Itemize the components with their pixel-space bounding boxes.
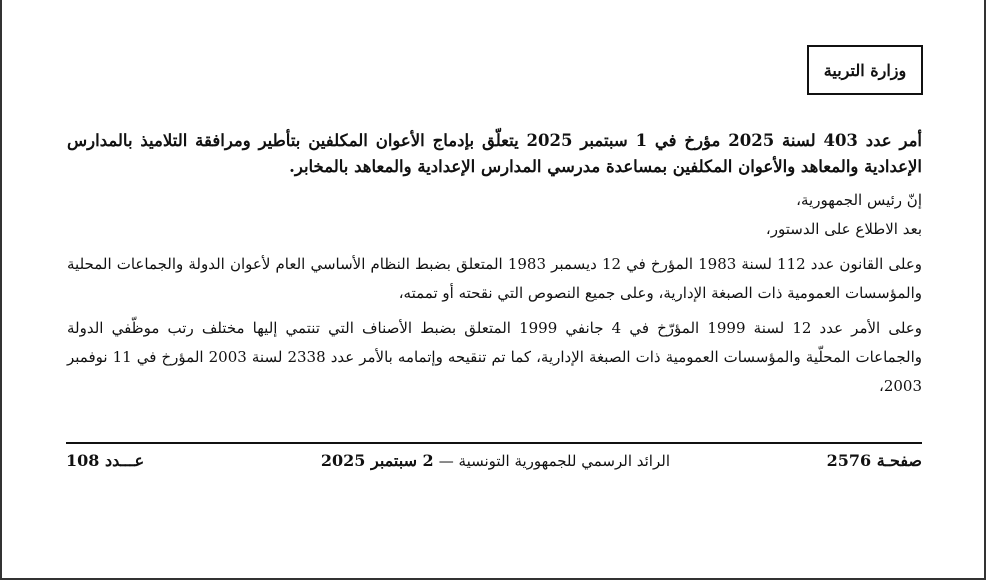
decree-paragraph: إنّ رئيس الجمهورية، bbox=[796, 191, 922, 209]
decree-body bbox=[67, 128, 922, 401]
ministry-name: وزارة التربية bbox=[823, 60, 907, 80]
issue-number: عـــدد 108 bbox=[66, 451, 145, 470]
ministry-header-box bbox=[807, 45, 923, 95]
publication-info bbox=[321, 451, 670, 470]
decree-paragraph: وعلى الأمر عدد 12 لسنة 1999 المؤرّخ في 4 جانفي 1999 المتعلق بضبط الأصناف التي تنتمي إليها مختلف رتب موظّفي الدولة والجماعات المحلّية والمؤسسات العمومية ذات الصبغة الإدارية، كما تم تنقيحه وإتمامه بالأمر عدد 2338 لسنة 2003 المؤرخ في 11 نوفمبر 2003، bbox=[67, 319, 922, 395]
publication-date: 2 سبتمبر 2025 bbox=[320, 451, 434, 470]
footer-divider bbox=[66, 442, 922, 444]
publication-name: الرائد الرسمي للجمهورية التونسية — bbox=[438, 452, 670, 470]
decree-title: أمر عدد 403 لسنة 2025 مؤرخ في 1 سبتمبر 2025 يتعلّق بإدماج الأعوان المكلفين بتأطير ومرافقة التلاميذ بالمدارس الإعدادية والمعاهد والأعوان المكلفين بمساعدة مدرسي المدارس الإعدادية والمعاهد بالمخابر. bbox=[67, 131, 922, 176]
page-number: صفحـة 2576 bbox=[826, 451, 922, 470]
decree-paragraph: وعلى القانون عدد 112 لسنة 1983 المؤرخ في 12 ديسمبر 1983 المتعلق بضبط النظام الأساسي العام لأعوان الدولة والجماعات المحلية والمؤسسات العمومية ذات الصبغة الإدارية، وعلى جميع النصوص التي نقحته أو تممته، bbox=[67, 255, 923, 302]
page-footer bbox=[66, 451, 922, 475]
decree-paragraph: بعد الاطلاع على الدستور، bbox=[765, 220, 922, 238]
